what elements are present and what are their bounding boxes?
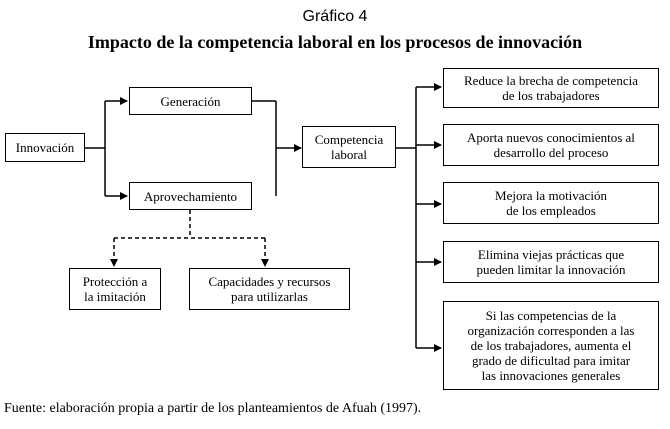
node-innovacion-label: Innovación (15, 140, 75, 155)
node-competencia-laboral (302, 126, 396, 168)
node-proteccion (69, 268, 161, 310)
figure-caption: Gráfico 4 (302, 8, 368, 25)
node-capacidades-label: Capacidades y recursos para utilizarlas (208, 274, 331, 304)
effect-box-2 (443, 124, 659, 166)
node-aprovechamiento (129, 182, 252, 210)
node-innovacion (5, 133, 85, 162)
node-generacion (129, 87, 252, 115)
node-proteccion-label: Protección a la imitación (82, 274, 148, 304)
effect-box-3 (443, 182, 659, 224)
effect-box-5 (443, 301, 659, 390)
diagram-title: Impacto de la competencia laboral en los procesos de innovación (87, 32, 583, 52)
effect-1-label: Reduce la brecha de competencia de los trabajadores (464, 73, 638, 103)
effect-box-4 (443, 241, 659, 283)
node-generacion-label: Generación (160, 93, 221, 109)
node-capacidades (189, 268, 350, 310)
effect-2-label: Aporta nuevos conocimientos al desarrollo del proceso (467, 130, 635, 160)
effect-4-label: Elimina viejas prácticas que pueden limitar la innovación (476, 247, 626, 277)
effect-3-label: Mejora la motivación de los empleados (495, 188, 607, 218)
effect-box-1 (443, 68, 659, 108)
node-competencia-label: Competencia laboral (314, 132, 384, 162)
effect-5-label: Si las competencias de la organización corresponden a las de los trabajadores, aumenta el grado de dificultad para imitar las innovaciones generales (467, 308, 635, 383)
node-aprovechamiento-label: Aprovechamiento (143, 188, 238, 204)
source-note: Fuente: elaboración propia a partir de los planteamientos de Afuah (1997). (4, 401, 422, 416)
